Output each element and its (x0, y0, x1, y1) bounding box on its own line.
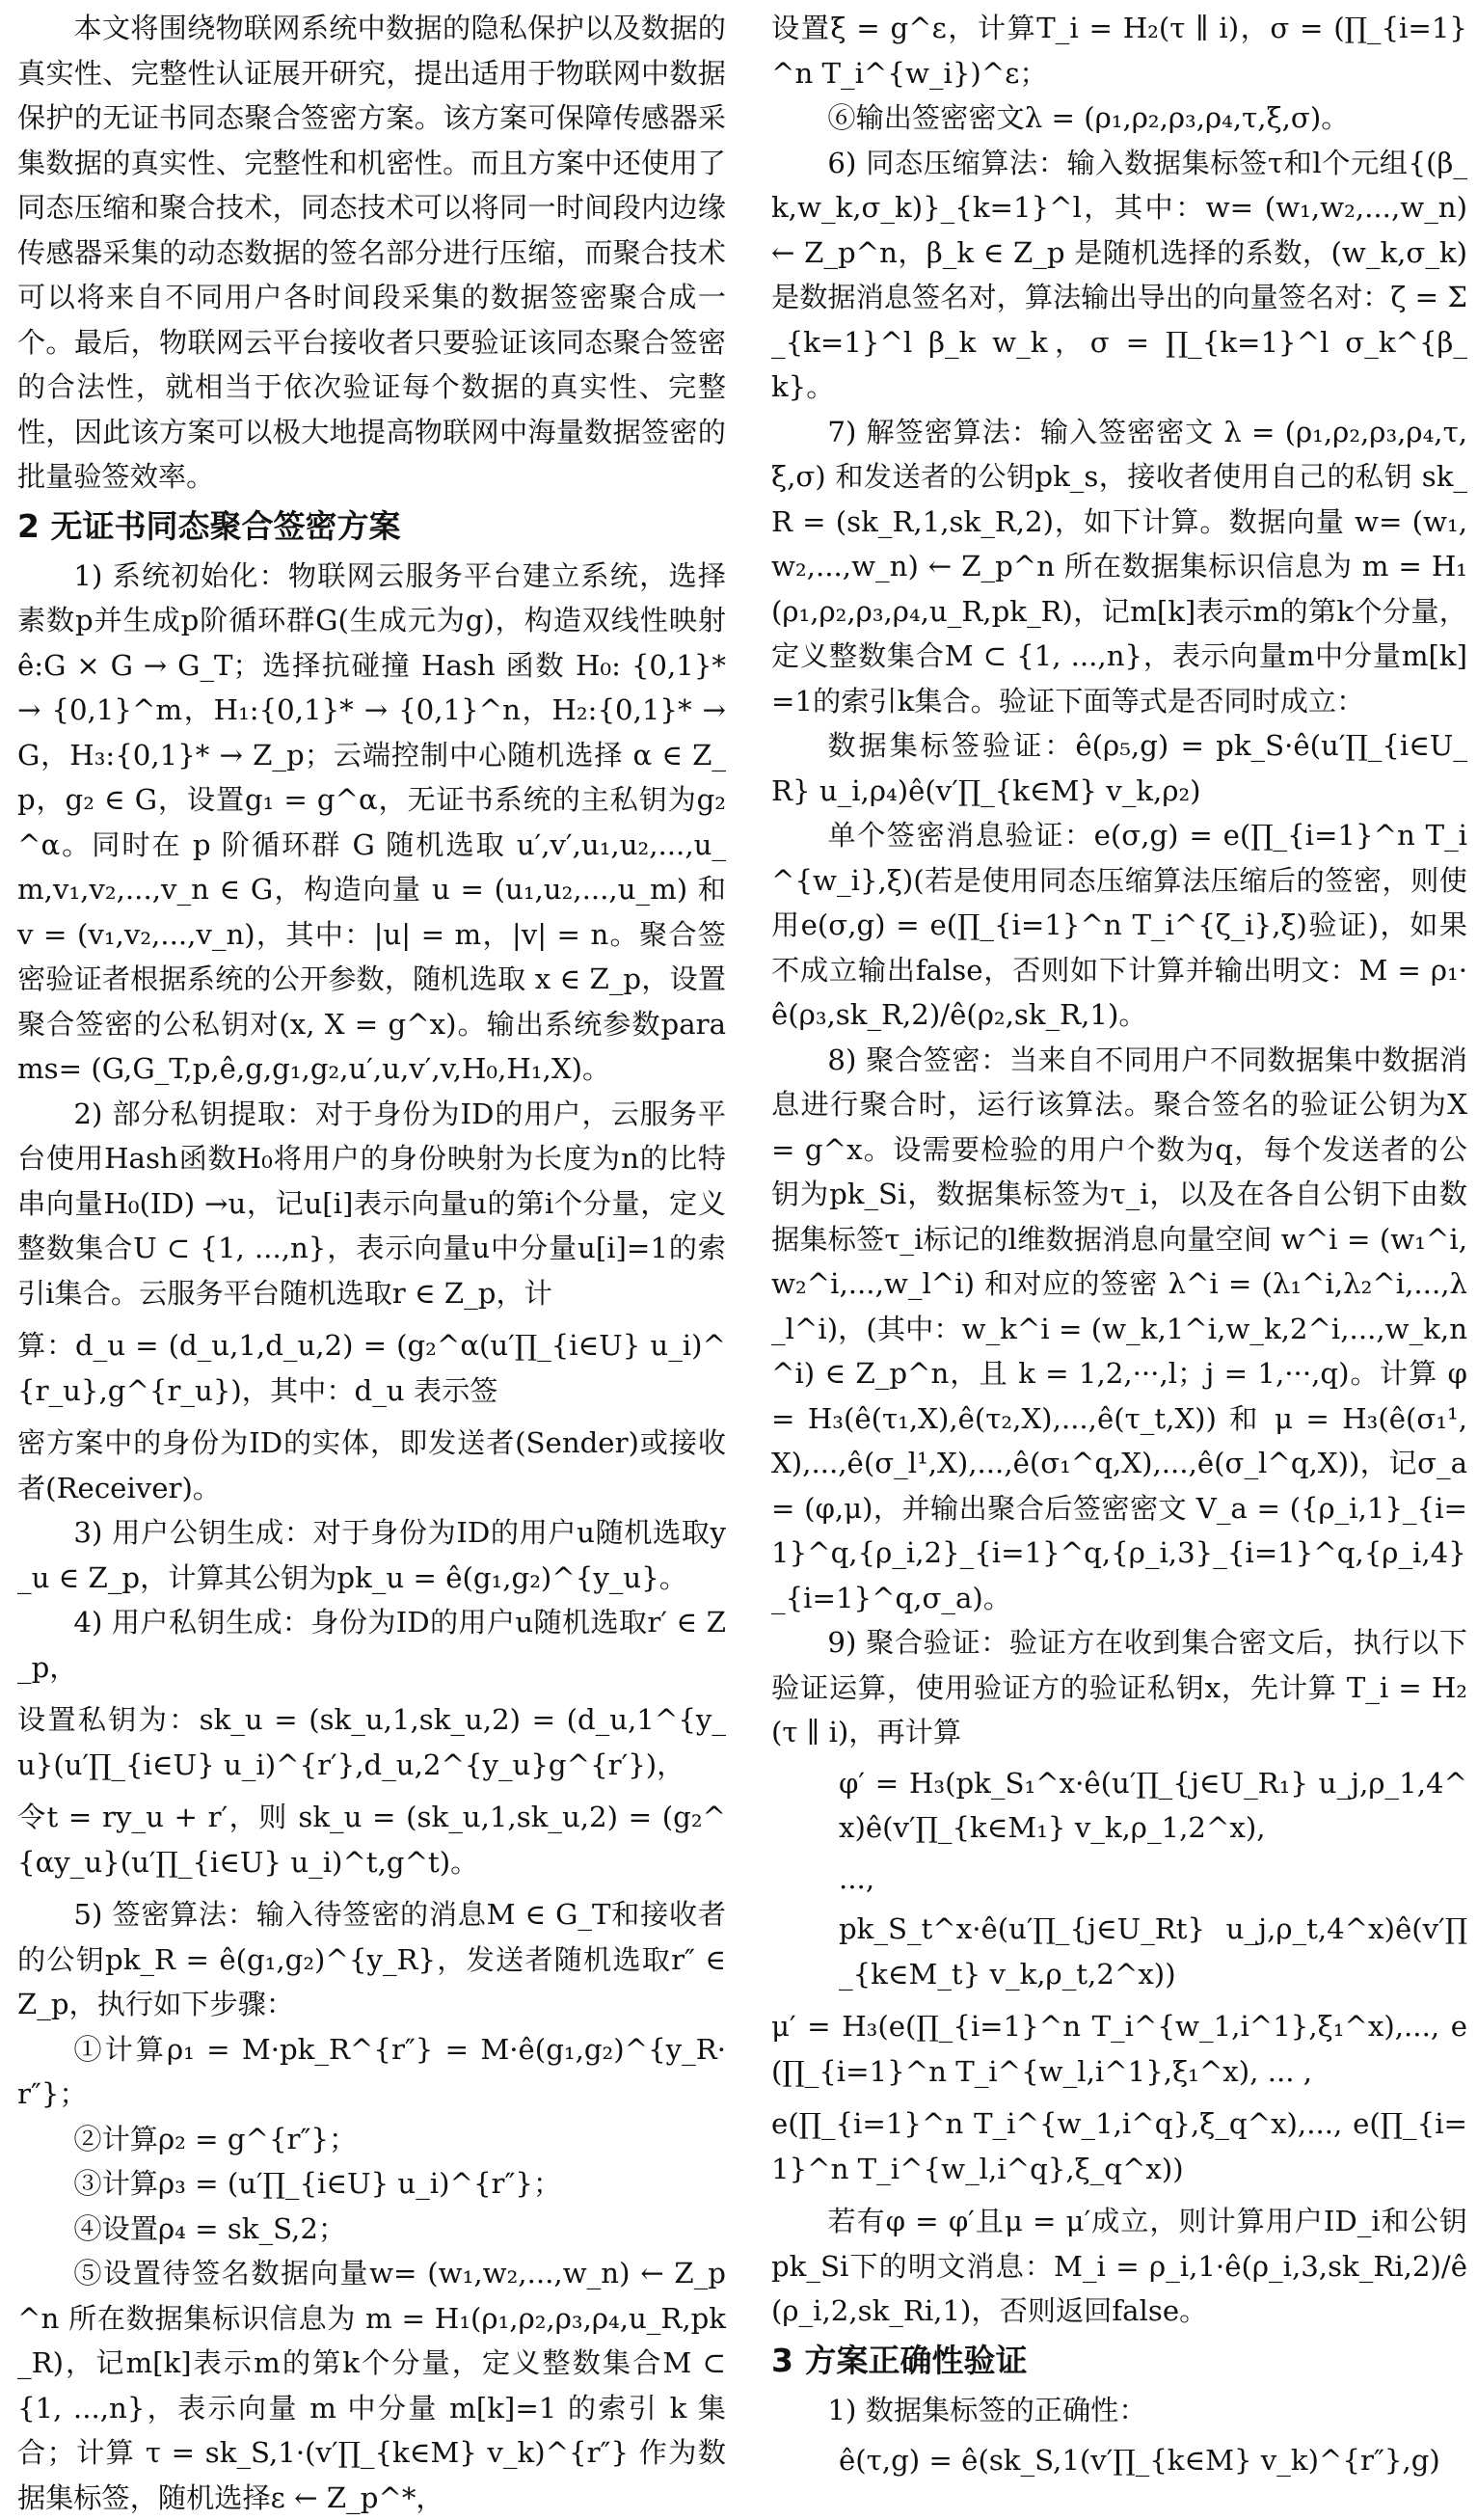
step-5-sub-3: ③计算ρ₃ = (u′∏_{i∈U} u_i)^{r″}； (73, 2167, 562, 2200)
step-4-private-key: 4) 用户私钥生成：身份为ID的用户u随机选取r′ ∈ Z_p， (17, 1606, 726, 1684)
step-2-tail: 密方案中的身份为ID的实体，即发送者(Sender)或接收者(Receiver)。 (17, 1426, 726, 1504)
step-9-aggregate-verify: 9) 聚合验证：验证方在收到集合密文后，执行以下验证运算，使用验证方的验证私钥x，先计算 T_i = H₂(τ ∥ i)，再计算 (771, 1626, 1467, 1748)
left-column (17, 6, 726, 2520)
step-9-equation-5: e(∏_{i=1}^n T_i^{w_1,i^q},ξ_q^x),..., e(∏_{i=1}^n T_i^{w_l,i^q},ξ_q^x)) (771, 2107, 1467, 2185)
step-3-public-key: 3) 用户公钥生成：对于身份为ID的用户u随机选取y_u ∈ Z_p，计算其公钥为pk_u = ê(g₁,g₂)^{y_u}。 (17, 1516, 726, 1594)
step-4-equation-2: 令t = ry_u + r′，则 sk_u = (sk_u,1,sk_u,2) = (g₂^{αy_u}(u′∏_{i∈U} u_i)^t,g^t)。 (17, 1801, 726, 1879)
step-9-equation-2: ..., (839, 1861, 875, 1895)
step-9-tail: 若有φ = φ′且μ = μ′成立，则计算用户ID_i和公钥pk_Si下的明文消息：M_i = ρ_i,1·ê(ρ_i,3,sk_Ri,2)/ê(ρ_i,2,sk_Ri,1)，否则返回false。 (771, 2205, 1467, 2327)
step-9-equation-3: pk_S_t^x·ê(u′∏_{j∈U_Rt} u_j,ρ_t,4^x)ê(v′∏_{k∈M_t} v_k,ρ_t,2^x)) (839, 1912, 1467, 1991)
intro-paragraph: 本文将围绕物联网系统中数据的隐私保护以及数据的真实性、完整性认证展开研究，提出适用于物联网中数据保护的无证书同态聚合签密方案。该方案可保障传感器采集数据的真实性、完整性和机密性。而且方案中还使用了同态压缩和聚合技术，同态技术可以将同一时间段内边缘传感器采集的动态数据的签名部分进行压缩，而聚合技术可以将来自不同用户各时间段采集的数据签密聚合成一个。最后，物联网云平台接收者只要验证该同态聚合签密的合法性，就相当于依次验证每个数据的真实性、完整性，因此该方案可以极大地提高物联网中海量数据签密的批量验签效率。 (17, 12, 726, 493)
step-5-sub-6: ⑥输出签密密文λ = (ρ₁,ρ₂,ρ₃,ρ₄,τ,ξ,σ)。 (827, 101, 1350, 134)
step-2-equation: 算：d_u = (d_u,1,d_u,2) = (g₂^α(u′∏_{i∈U} u_i)^{r_u},g^{r_u})，其中：d_u 表示签 (17, 1329, 726, 1407)
section-3-title: 3 方案正确性验证 (771, 2341, 1028, 2379)
step-7-equation: 数据集标签验证：ê(ρ₅,g) = pk_S·ê(u′∏_{i∈U_R} u_i,ρ₄)ê(v′∏_{k∈M} v_k,ρ₂) (771, 729, 1467, 807)
step-9-equation-1: φ′ = H₃(pk_S₁^x·ê(u′∏_{j∈U_R₁} u_j,ρ_1,4^x)ê(v′∏_{k∈M₁} v_k,ρ_1,2^x), (839, 1766, 1467, 1844)
step-5-signcrypt: 5) 签密算法：输入待签密的消息M ∈ G_T和接收者的公钥pk_R = ê(g₁,g₂)^{y_R}，发送者随机选取r″ ∈ Z_p，执行如下步骤： (17, 1898, 726, 2020)
step-1-system-init: 1) 系统初始化：物联网云服务平台建立系统，选择素数p并生成p阶循环群G(生成元为g)，构造双线性映射 ê:G × G → G_T；选择抗碰撞 Hash 函数 H₀: {0,1}* → {0,1}^m，H₁:{0,1}* → {0,1}^n，H₂:{0,1}* → G，H₃:{0,1}* → Z_p；云端控制中心随机选择 α ∈ Z_p，g₂ ∈ G，设置g₁ = g^α，无证书系统的主私钥为g₂^α。同时在 p 阶循环群 G 随机选取 u′,v′,u₁,u₂,...,u_m,v₁,v₂,...,v_n ∈ G，构造向量 u = (u₁,u₂,...,u_m) 和 v = (v₁,v₂,...,v_n)，其中：|u| = m，|v| = n。聚合签密验证者根据系统的公开参数，随机选取 x ∈ Z_p，设置聚合签密的公私钥对(x, X = g^x)。输出系统参数params= (G,G_T,p,ê,g,g₁,g₂,u′,u,v′,v,H₀,H₁,X)。 (17, 558, 726, 1085)
step-5-sub-1: ①计算ρ₁ = M·pk_R^{r″} = M·ê(g₁,g₂)^{y_R·r″}； (17, 2032, 726, 2110)
step-5-sub-5: ⑤设置待签名数据向量w= (w₁,w₂,...,w_n) ← Z_p^n 所在数据集标识信息为 m = H₁(ρ₁,ρ₂,ρ₃,ρ₄,u_R,pk_R)，记m[k]表示m的第k个分量，定义整数集合M ⊂ {1, ...,n}，表示向量 m 中分量 m[k]=1 的索引 k 集合；计算 τ = sk_S,1·(v′∏_{k∈M} v_k)^{r″} 作为数据集标签，随机选择ε ← Z_p^*， (17, 2257, 726, 2514)
step-7-unsigncrypt: 7) 解签密算法：输入签密密文 λ = (ρ₁,ρ₂,ρ₃,ρ₄,τ,ξ,σ) 和发送者的公钥pk_s，接收者使用自己的私钥 sk_R = (sk_R,1,sk_R,2)，如下计算。数据向量 w= (w₁,w₂,...,w_n) ← Z_p^n 所在数据集标识信息为 m = H₁(ρ₁,ρ₂,ρ₃,ρ₄,u_R,pk_R)，记m[k]表示m的第k个分量，定义整数集合M ⊂ {1, ...,n}，表示向量m中分量m[k]=1的索引k集合。验证下面等式是否同时成立： (771, 415, 1467, 718)
step-2-partial-key: 2) 部分私钥提取：对于身份为ID的用户，云服务平台使用Hash函数H₀将用户的身份映射为长度为n的比特串向量H₀(ID) →u，记u[i]表示向量u的第i个分量，定义整数集合U ⊂ {1, ...,n}，表示向量u中分量u[i]=1的索引i集合。云服务平台随机选取r ∈ Z_p，计 (17, 1097, 726, 1310)
step-7-single-verify: 单个签密消息验证：e(σ,g) = e(∏_{i=1}^n T_i^{w_i},ξ)(若是使用同态压缩算法压缩后的签密，则使用e(σ,g) = e(∏_{i=1}^n T_i^{ζ_i},ξ)验证)，如果不成立输出false，否则如下计算并输出明文：M = ρ₁·ê(ρ₃,sk_R,2)/ê(ρ₂,sk_R,1)。 (771, 819, 1467, 1031)
step-8-aggregate: 8) 聚合签密：当来自不同用户不同数据集中数据消息进行聚合时，运行该算法。聚合签名的验证公钥为X = g^x。设需要检验的用户个数为q，每个发送者的公钥为pk_Si，数据集标签为τ_i，以及在各自公钥下由数据集标签τ_i标记的l维数据消息向量空间 w^i = (w₁^i,w₂^i,...,w_l^i) 和对应的签密 λ^i = (λ₁^i,λ₂^i,...,λ_l^i)，(其中：w_k^i = (w_k,1^i,w_k,2^i,...,w_k,n^i) ∈ Z_p^n，且 k = 1,2,···,l；j = 1,···,q)。计算 φ = H₃(ê(τ₁,X),ê(τ₂,X),...,ê(τ_t,X)) 和 μ = H₃(ê(σ₁¹,X),...,ê(σ_l¹,X),...,ê(σ₁^q,X),...,ê(σ_l^q,X))，记σ_a = (φ,μ)，并输出聚合后签密密文 V_a = ({ρ_i,1}_{i=1}^q,{ρ_i,2}_{i=1}^q,{ρ_i,3}_{i=1}^q,{ρ_i,4}_{i=1}^q,σ_a)。 (771, 1043, 1467, 1614)
section-3-equation: ê(τ,g) = ê(sk_S,1(v′∏_{k∈M} v_k)^{r″},g) (839, 2444, 1440, 2477)
step-6-homomorphic: 6) 同态压缩算法：输入数据集标签τ和l个元组{(β_k,w_k,σ_k)}_{k=1}^l，其中：w= (w₁,w₂,...,w_n) ← Z_p^n，β_k ∈ Z_p 是随机选择的系数，(w_k,σ_k)是数据消息签名对，算法输出导出的向量签名对：ζ = Σ_{k=1}^l β_k w_k，σ = ∏_{k=1}^l σ_k^{β_k}。 (771, 146, 1467, 403)
step-5-sub-2: ②计算ρ₂ = g^{r″}； (73, 2122, 358, 2155)
section-3-item-1: 1) 数据集标签的正确性： (827, 2393, 1147, 2426)
step-9-equation-4: μ′ = H₃(e(∏_{i=1}^n T_i^{w_1,i^1},ξ₁^x),..., e(∏_{i=1}^n T_i^{w_l,i^1},ξ₁^x), ... , (771, 2010, 1467, 2088)
right-column (771, 6, 1467, 2489)
step-4-equation-1: 设置私钥为：sk_u = (sk_u,1,sk_u,2) = (d_u,1^{y_u}(u′∏_{i∈U} u_i)^{r′},d_u,2^{y_u}g^{r′})， (17, 1703, 726, 1781)
step-5-continued: 设置ξ = g^ε，计算T_i = H₂(τ ∥ i)，σ = (∏_{i=1}^n T_i^{w_i})^ε； (771, 12, 1467, 90)
step-5-sub-4: ④设置ρ₄ = sk_S,2； (73, 2211, 347, 2245)
section-2-title: 2 无证书同态聚合签密方案 (17, 506, 401, 545)
